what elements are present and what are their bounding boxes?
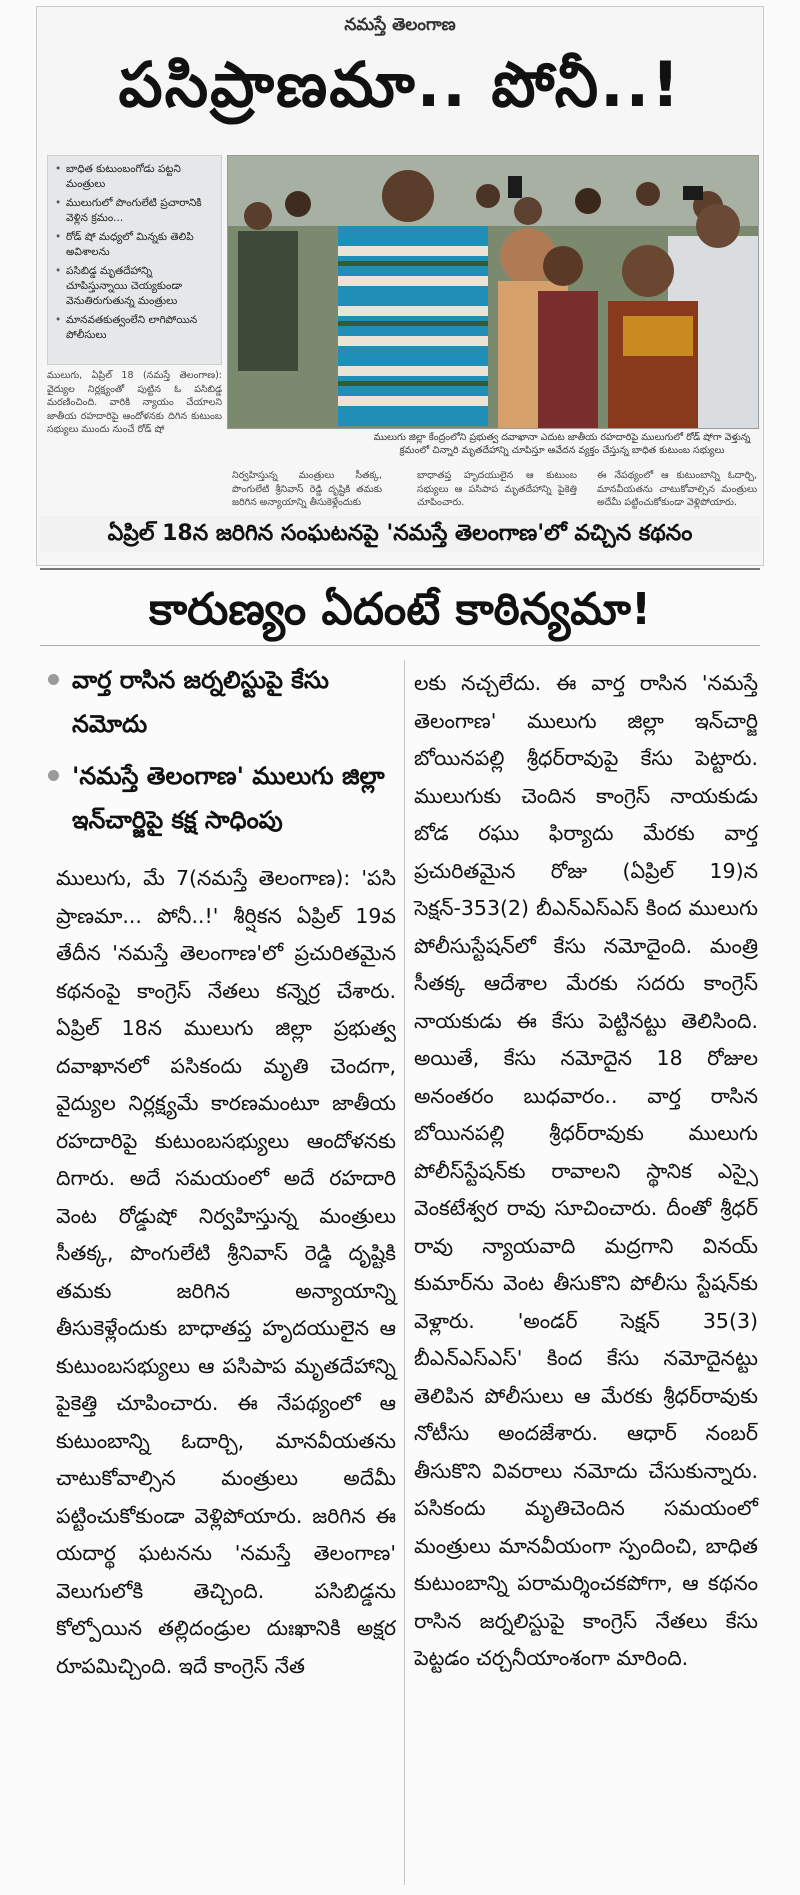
article-clipping bbox=[36, 6, 764, 566]
bullet-item bbox=[44, 658, 404, 746]
highlight-item: • బాధిత కుటుంబంగోడు పట్టని మంత్రులు bbox=[54, 162, 215, 192]
story-bullets bbox=[44, 658, 404, 850]
protest-photo bbox=[227, 155, 759, 429]
clipping-column-2: నిర్వహిస్తున్న మంత్రులు సీతక్క, పొంగులేటి శ్రీనివాస్ రెడ్డి దృష్టికి తమకు జరిగిన అన్యాయాన్ని తీసుకెళ్లేందుకు bbox=[232, 470, 382, 508]
clipping-column-1: ములుగు, ఏప్రిల్ 18 (నమస్తే తెలంగాణ): వైద్యుల నిర్లక్ష్యంతో పుట్టిన ఓ పసిబిడ్డ మరణించింది. వారికి న్యాయం చేయాలని జాతీయ రహదారిపై ఆందోళనకు దిగిన కుటుంబ సభ్యులు ముందు నుంచే రోడ్ షో bbox=[47, 370, 222, 435]
divider-rule bbox=[40, 568, 760, 570]
divider-rule bbox=[40, 645, 760, 646]
story-right-column: లకు నచ్చలేదు. ఈ వార్త రాసిన 'నమస్తే తెలంగాణ' ములుగు జిల్లా ఇన్‌చార్జి బోయినపల్లి శ్రీధర్‌రావుపై కేసు పెట్టారు. ములుగుకు చెందిన కాంగ్రెస్ నాయకుడు బోడ రఘు ఫిర్యాదు మేరకు వార్త ప్రచురితమైన రోజు (ఏప్రిల్ 19)న సెక్షన్-353(2) బీఎన్ఎస్ఎస్ కింద ములుగు పోలీసుస్టేషన్‌లో కేసు నమోదైంది. మంత్రి సీతక్క ఆదేశాల మేరకు సదరు కాంగ్రెస్ నాయకుడు ఈ కేసు పెట్టినట్టు తెలిసింది. అయితే, కేసు నమోదైన 18 రోజుల అనంతరం బుధవారం.. వార్త రాసిన బోయినపల్లి శ్రీధర్‌రావుకు ములుగు పోలీస్‌స్టేషన్‌కు రావాలని స్థానిక ఎస్సై వెంకటేశ్వర రావు సూచించారు. దీంతో శ్రీధర్ రావు న్యాయవాది మద్రగాని వినయ్ కుమార్‌ను వెంట తీసుకొని పోలీసు స్టేషన్‌కు వెళ్లారు. 'అండర్ సెక్షన్ 35(3) బీఎన్ఎస్ఎస్' కింద కేసు నమోదైనట్టు తెలిపిన పోలీసులు ఆ మేరకు శ్రీధర్‌రావుకు నోటీసు అందజేశారు. ఆధార్ నంబర్ తీసుకొని వివరాలు నమోదు చేసుకున్నారు. పసికందు మృతిచెందిన సమయంలో మంత్రులు మానవీయంగా స్పందించి, బాధిత కుటుంబాన్ని పరామర్శించకపోగా, ఆ కథనం రాసిన జర్నలిస్టుపై కాంగ్రెస్ నేతలు కేసు పెట్టడం చర్చనీయాంశంగా మారింది. bbox=[414, 671, 758, 1670]
clipping-label-band bbox=[40, 516, 760, 552]
highlight-item: • మానవతకుత్వంలేని లాగిపోయిన పోలీసులు bbox=[54, 313, 215, 343]
bullet-dot-icon bbox=[48, 770, 59, 781]
clipping-label-text: ఏప్రిల్ 18న జరిగిన సంఘటనపై 'నమస్తే తెలంగాణ'లో వచ్చిన కథనం bbox=[107, 521, 693, 546]
story-left-column: ములుగు, మే 7(నమస్తే తెలంగాణ): 'పసి ప్రాణమా... పోనీ..!' శీర్షికన ఏప్రిల్ 19వ తేదీన 'నమస్తే తెలంగాణ'లో ప్రచురితమైన కథనంపై కాంగ్రెస్ నేతలు కన్నెర్ర చేశారు. ఏప్రిల్ 18న ములుగు జిల్లా ప్రభుత్వ దవాఖానలో పసికందు మృతి చెందగా, వైద్యుల నిర్లక్ష్యమే కారణమంటూ జాతీయ రహదారిపై కుటుంబసభ్యులు ఆందోళనకు దిగారు. అదే సమయంలో అదే రహదారి వెంట రోడ్డుషో నిర్వహిస్తున్న మంత్రులు సీతక్క, పొంగులేటి శ్రీనివాస్ రెడ్డి దృష్టికి తమకు జరిగిన అన్యాయాన్ని తీసుకెళ్లేందుకు బాధాతప్త హృదయులైన ఆ కుటుంబసభ్యులు ఆ పసిపాప మృతదేహాన్ని పైకెత్తి చూపించారు. ఈ నేపథ్యంలో ఆ కుటుంబాన్ని ఓదార్చి, మానవీయతను చాటుకోవాల్సిన మంత్రులు అదేమీ పట్టించుకోకుండా వెళ్లిపోయారు. జరిగిన ఈ యదార్థ ఘటనను 'నమస్తే తెలంగాణ' వెలుగులోకి తెచ్చింది. పసిబిడ్డను కోల్పోయిన తల్లిదండ్రుల దుఃఖానికి అక్షర రూపమిచ్చింది. ఇదే కాంగ్రెస్ నేత bbox=[56, 866, 396, 1678]
highlight-item: • ములుగులో పొంగులేటి ప్రచారానికి వెళ్లిన క్రమం... bbox=[54, 196, 215, 226]
clipping-masthead: నమస్తే తెలంగాణ bbox=[344, 15, 456, 35]
column-divider bbox=[404, 660, 405, 1885]
photo-caption: ములుగు జిల్లా కేంద్రంలోని ప్రభుత్వ దవాఖానా ఎదుట జాతీయ రహదారిపై ములుగులో రోడ్ షోగా వెళ్తున్న క్రమంలో చిన్నారి మృతదేహాన్ని చూపిస్తూ ఆవేదన వ్యక్తం చేస్తున్న బాధిత కుటుంబ సభ్యులు bbox=[373, 432, 751, 456]
bullet-dot-icon bbox=[48, 674, 59, 685]
clipping-column-4: ఈ నేపథ్యంలో ఆ కుటుంబాన్ని ఓదార్చి, మానవీయతను చాటుకోవాల్సిన మంత్రులు అదేమీ పట్టించుకోకుండా వెళ్లిపోయారు. bbox=[597, 470, 757, 508]
clipping-highlights-box bbox=[47, 155, 222, 365]
bullet-text: 'నమస్తే తెలంగాణ' ములుగు జిల్లా ఇన్‌చార్జిపై కక్ష సాధింపు bbox=[72, 762, 385, 834]
bullet-item bbox=[44, 754, 404, 842]
clipping-column-3: బాధాతప్త హృదయులైన ఆ కుటుంబ సభ్యులు ఆ పసిపాప మృతదేహాన్ని పైకెత్తి చూపించారు. bbox=[417, 470, 577, 508]
clipping-headline: పసిప్రాణమా.. పోనీ..! bbox=[118, 48, 682, 121]
highlight-item: • పసిబిడ్డ మృతదేహాన్ని చూపిస్తున్నాయి చెయ్యకుండా వెనుతిరుగుతున్న మంత్రులు bbox=[54, 264, 215, 309]
story-headline: కారుణ్యం ఏదంటే కాఠిన్యమా! bbox=[148, 584, 652, 635]
bullet-text: వార్త రాసిన జర్నలిస్టుపై కేసు నమోదు bbox=[72, 666, 329, 738]
highlight-item: • రోడ్ షో మధ్యలో మిన్నకు తెలిపి అవిశాలను bbox=[54, 230, 215, 260]
